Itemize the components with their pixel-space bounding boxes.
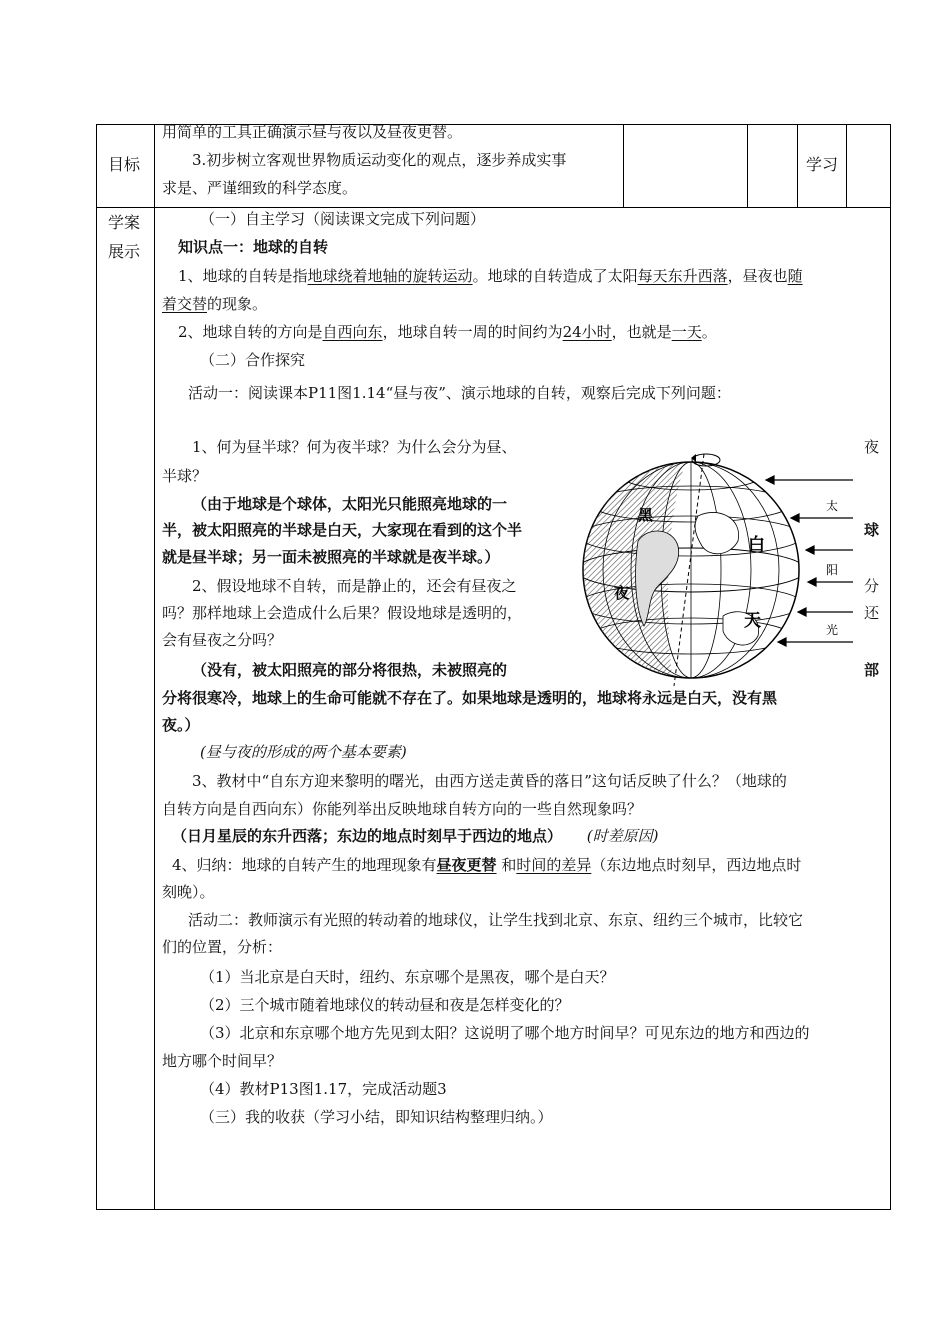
q1-text-c: ，昼夜也 [727, 267, 788, 285]
side-label-top: 学案 [108, 213, 141, 232]
self-study-q2 [178, 317, 717, 347]
table-bottom-border [96, 1209, 891, 1210]
act1-q3-line2: 自转方向是自西向东）你能列举出反映地球自转方向的一些自然现象吗？ [162, 800, 643, 818]
activity-1-intro: 活动一：阅读课本P11图1.14“昼与夜”、演示地球的自转，观察后完成下列问题： [188, 384, 731, 402]
act1-a3-note: (时差原因) [586, 827, 659, 845]
q2-text-c: ，也就是 [611, 323, 672, 341]
table-label-divider [154, 124, 155, 1210]
activity-2-sub2: （2）三个城市随着地球仪的转动昼和夜是怎样变化的？ [200, 996, 570, 1014]
goal-label: 目标 [108, 155, 141, 174]
q4-text-c: （东边地点时刻早，西边地点时 [591, 856, 802, 874]
header-col-divider-3 [797, 124, 798, 208]
self-study-heading: （一）自主学习（阅读课文完成下列问题） [200, 210, 486, 228]
act1-q1-edge1: 夜 [864, 438, 880, 456]
q1-text-a: 1、地球的自转是指 [178, 267, 308, 285]
self-study-q1-line1 [178, 261, 803, 291]
activity-2-sub4: （4）教材P13图1.17，完成活动题3 [200, 1080, 447, 1098]
activity-2-sub3-line1: （3）北京和东京哪个地方先见到太阳？这说明了哪个地方时间早？可见东边的地方和西边的 [200, 1024, 810, 1042]
act1-a2-edge1: 部 [864, 661, 880, 679]
q4-text-b: 和 [496, 856, 517, 874]
harvest-heading: （三）我的收获（学习小结，即知识结构整理归纳。） [200, 1108, 553, 1126]
act1-a1-line2: 半，被太阳照亮的半球是白天，大家现在看到的这个半 [162, 521, 523, 539]
activity-2-sub3-line2: 地方哪个时间早？ [162, 1052, 283, 1070]
formation-elements-note: (昼与夜的形成的两个基本要素) [200, 743, 407, 761]
act1-q2-edge1: 分 [864, 577, 880, 595]
act1-a1-line3: 就是昼半球；另一面未被照亮的半球就是夜半球。） [162, 548, 500, 566]
act1-a3 [172, 821, 659, 851]
q1-answer-rotation: 地球绕着地轴的旋转运动 [307, 267, 473, 285]
act1-q1-line2: 半球？ [162, 467, 208, 485]
act1-q4-line2: 刻晚）。 [162, 883, 215, 901]
q2-text-b: ，地球自转一周的时间约为 [382, 323, 563, 341]
goal-line-1: 用简单的工具正确演示昼与夜以及昼夜更替。 [162, 123, 463, 141]
act1-q2-edge2: 还 [864, 604, 880, 622]
q1-text-d: 的现象。 [207, 295, 268, 313]
act1-a2-line3: 夜。） [162, 716, 200, 734]
q1-answer-alternate-b: 着交替 [162, 295, 208, 313]
earth-day-night-figure [578, 446, 858, 686]
q4-answer-day-night: 昼夜更替 [436, 856, 497, 874]
act1-q2-line2: 吗？那样地球上会造成什么后果？假设地球是透明的， [162, 604, 523, 622]
q1-text-b: 。地球的自转造成了太阳 [472, 267, 638, 285]
header-col-divider-2 [747, 124, 748, 208]
act1-a2-line1: （没有，被太阳照亮的部分将很热，未被照亮的 [192, 661, 508, 679]
activity-2-line2: 们的位置，分析： [162, 938, 283, 956]
act1-a1-line1: （由于地球是个球体，太阳光只能照亮地球的一 [192, 495, 508, 513]
label-bai: 白 [748, 535, 765, 555]
act1-q2-line3: 会有昼夜之分吗？ [162, 631, 283, 649]
label-guang: 光 [826, 623, 839, 637]
goal-line-2: 3.初步树立客观世界物质运动变化的观点，逐步养成实事 [192, 151, 567, 169]
coop-heading: （二）合作探究 [200, 351, 306, 369]
table-left-border [96, 124, 97, 1210]
header-col-divider-4 [846, 124, 847, 208]
act1-q4-line1 [172, 850, 801, 880]
act1-a2-line2: 分将很寒冷，地球上的生命可能就不存在了。如果地球是透明的，地球将永远是白天，没有黑 [162, 689, 778, 707]
activity-2-sub1: （1）当北京是白天时，纽约、东京哪个是黑夜，哪个是白天？ [200, 968, 615, 986]
study-label: 学习 [806, 155, 839, 174]
side-label-bottom: 展示 [108, 242, 141, 261]
label-yang: 阳 [826, 563, 839, 577]
label-ye: 夜 [614, 584, 630, 602]
header-col-divider-1 [623, 124, 624, 208]
q4-answer-time-diff: 时间的差异 [516, 856, 592, 874]
knowledge-point-1: 知识点一：地球的自转 [178, 238, 329, 256]
q2-text-d: 。 [701, 323, 717, 341]
q1-answer-sunrise: 每天东升西落 [637, 267, 728, 285]
activity-2-line1: 活动二：教师演示有光照的转动着的地球仪，让学生找到北京、东京、纽约三个城市，比较它 [188, 911, 804, 929]
q2-answer-day: 一天 [671, 323, 702, 341]
q2-answer-direction: 自西向东 [322, 323, 383, 341]
self-study-q1-line2 [162, 289, 267, 319]
table-right-border [890, 124, 891, 1210]
q2-text-a: 2、地球自转的方向是 [178, 323, 323, 341]
act1-a3-answer: （日月星辰的东升西落；东边的地点时刻早于西边的地点） [172, 827, 563, 845]
goal-line-3: 求是、严谨细致的科学态度。 [162, 179, 358, 197]
label-hei: 黑 [638, 506, 654, 524]
act1-a1-edge2: 球 [864, 521, 880, 539]
label-tian: 天 [744, 611, 761, 631]
act1-q1-line1: 1、何为昼半球？何为夜半球？为什么会分为昼、 [192, 438, 517, 456]
q4-text-a: 4、归纳：地球的自转产生的地理现象有 [172, 856, 437, 874]
q2-answer-hours: 24小时 [562, 323, 612, 341]
q1-answer-alternate-a: 随 [787, 267, 803, 285]
label-tai: 太 [826, 499, 839, 513]
act1-q2-line1: 2、假设地球不自转，而是静止的，还会有昼夜之 [192, 577, 517, 595]
act1-q3-line1: 3、教材中“自东方迎来黎明的曙光，由西方送走黄昏的落日”这句话反映了什么？（地球的 [192, 772, 787, 790]
